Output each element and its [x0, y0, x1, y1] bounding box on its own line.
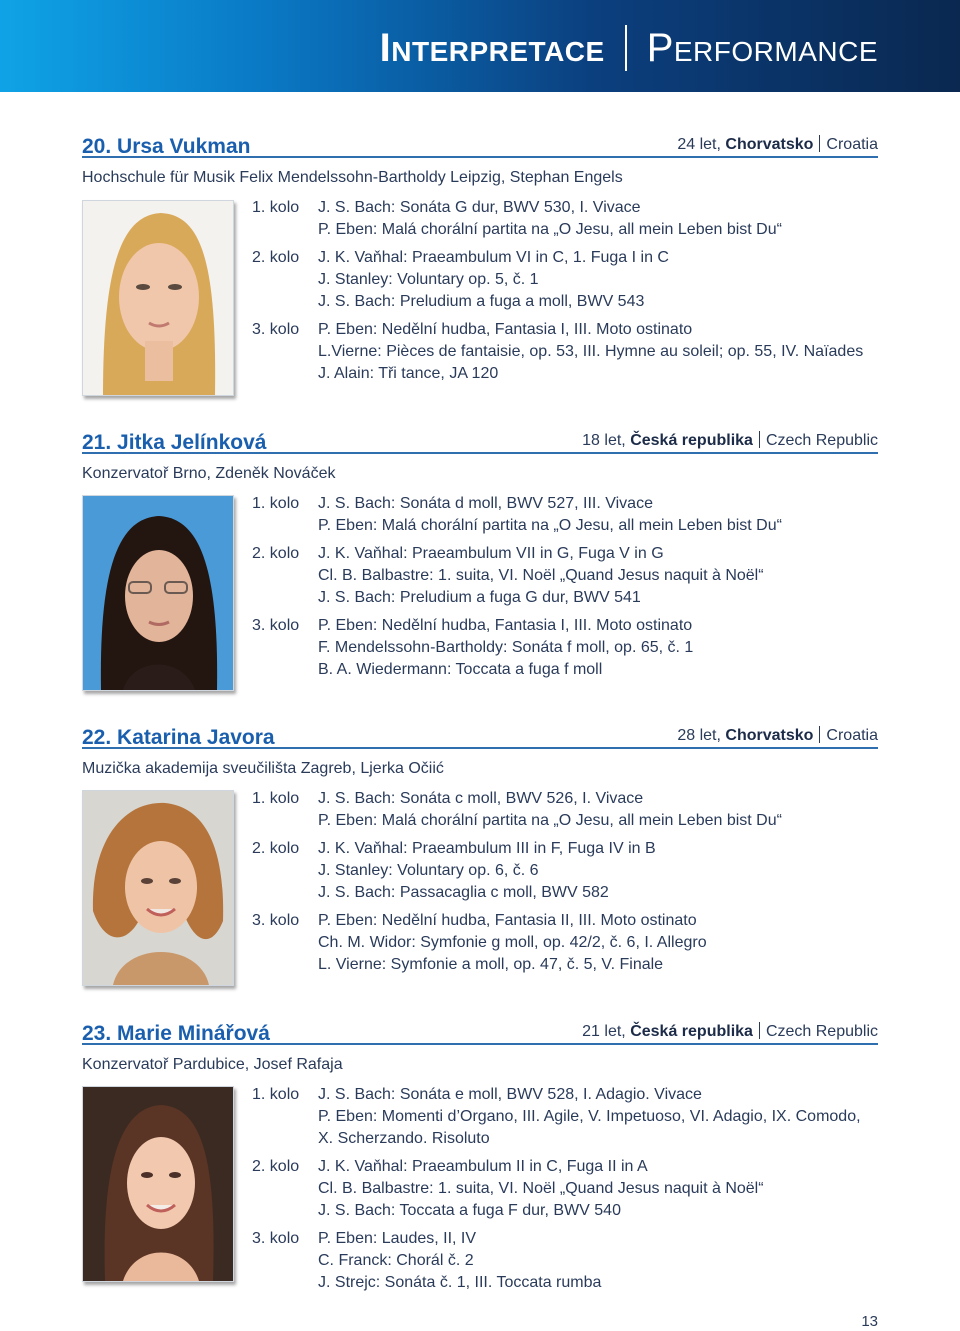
- piece: J. S. Bach: Toccata a fuga F dur, BWV 540: [318, 1202, 621, 1219]
- round-2: [252, 543, 882, 609]
- repertoire-list: [252, 788, 882, 982]
- round-1: [252, 493, 882, 537]
- round-1: [252, 788, 882, 832]
- piece: C. Franck: Chorál č. 2: [318, 1252, 474, 1269]
- competitor-school: Konzervatoř Pardubice, Josef Rafaja: [82, 1056, 343, 1073]
- meta-divider: [759, 1022, 760, 1039]
- piece: X. Scherzando. Risoluto: [318, 1130, 490, 1147]
- round-label: 2. kolo: [252, 840, 300, 857]
- competitor-entry: [82, 128, 878, 382]
- section-title: [380, 26, 878, 70]
- competitor-meta: [582, 1022, 878, 1041]
- competitor-country-en: Czech Republic: [765, 432, 878, 449]
- round-label: 2. kolo: [252, 1158, 300, 1175]
- header-banner: [0, 0, 960, 92]
- round-label: 1. kolo: [252, 495, 300, 512]
- competitor-age: 28 let,: [677, 727, 721, 744]
- round-label: 2. kolo: [252, 249, 300, 266]
- piece: P. Eben: Laudes, II, IV: [318, 1230, 477, 1247]
- competitor-name: 21. Jitka Jelínková: [82, 431, 267, 454]
- competitor-country-en: Croatia: [826, 727, 878, 744]
- piece: L.Vierne: Pièces de fantaisie, op. 53, III. Hymne au soleil; op. 55, IV. Naïades: [318, 343, 864, 360]
- competitor-country-cz: Chorvatsko: [725, 136, 814, 153]
- meta-divider: [819, 726, 820, 743]
- entry-header: [82, 1015, 878, 1045]
- piece-list: [318, 615, 882, 681]
- piece-list: [318, 319, 882, 385]
- piece: J. S. Bach: Sonáta c moll, BWV 526, I. Vivace: [318, 790, 644, 807]
- piece: J. S. Bach: Preludium a fuga G dur, BWV 541: [318, 589, 641, 606]
- section-title-cz: Interpretace: [379, 25, 605, 70]
- competitor-country-en: Czech Republic: [765, 1023, 878, 1040]
- competitor-age: 24 let,: [677, 136, 721, 153]
- piece-list: [318, 1156, 882, 1222]
- competitor-name: 23. Marie Minářová: [82, 1022, 270, 1045]
- competitor-meta: [677, 135, 878, 154]
- round-2: [252, 247, 882, 313]
- round-1: [252, 1084, 882, 1150]
- piece: Cl. B. Balbastre: 1. suita, VI. Noël „Quand Jesus naquit à Noël“: [318, 567, 764, 584]
- round-label: 1. kolo: [252, 1086, 300, 1103]
- piece-list: [318, 247, 882, 313]
- competitor-entry: [82, 424, 878, 678]
- competitor-meta: [677, 726, 878, 745]
- repertoire-list: [252, 197, 882, 391]
- piece-list: [318, 838, 882, 904]
- piece: P. Eben: Nedělní hudba, Fantasia I, III. Moto ostinato: [318, 617, 693, 634]
- portrait-image: [83, 1087, 233, 1281]
- repertoire-list: [252, 1084, 882, 1300]
- piece: P. Eben: Momenti d’Organo, III. Agile, V. Impetuoso, VI. Adagio, IX. Comodo,: [318, 1108, 861, 1125]
- piece: P. Eben: Malá chorální partita na „O Jesu, all mein Leben bist Du“: [318, 221, 782, 238]
- piece: J. Stanley: Voluntary op. 6, č. 6: [318, 862, 539, 879]
- competitor-country-cz: Česká republika: [630, 1023, 753, 1040]
- competitor-country-cz: Chorvatsko: [725, 727, 814, 744]
- repertoire-list: [252, 493, 882, 687]
- competitor-country-en: Croatia: [826, 136, 878, 153]
- piece: J. S. Bach: Sonáta G dur, BWV 530, I. Vivace: [318, 199, 641, 216]
- round-2: [252, 1156, 882, 1222]
- piece-list: [318, 788, 882, 832]
- round-label: 3. kolo: [252, 1230, 300, 1247]
- competitor-photo: [82, 1086, 234, 1282]
- round-label: 1. kolo: [252, 199, 300, 216]
- piece-list: [318, 910, 882, 976]
- piece: P. Eben: Malá chorální partita na „O Jesu, all mein Leben bist Du“: [318, 517, 782, 534]
- competitor-school: Konzervatoř Brno, Zdeněk Nováček: [82, 465, 336, 482]
- competitor-name: 20. Ursa Vukman: [82, 135, 251, 158]
- portrait-image: [83, 496, 233, 690]
- competitor-country-cz: Česká republika: [630, 432, 753, 449]
- piece-list: [318, 493, 882, 537]
- competitor-school: Muzička akademija sveučilišta Zagreb, Ljerka Očiić: [82, 760, 444, 777]
- piece: Ch. M. Widor: Symfonie g moll, op. 42/2, č. 6, I. Allegro: [318, 934, 707, 951]
- competitor-age: 18 let,: [582, 432, 626, 449]
- round-label: 2. kolo: [252, 545, 300, 562]
- entry-header: [82, 719, 878, 749]
- section-title-en: Performance: [646, 25, 878, 70]
- piece: J. S. Bach: Preludium a fuga a moll, BWV 543: [318, 293, 645, 310]
- piece-list: [318, 1228, 882, 1294]
- piece: P. Eben: Nedělní hudba, Fantasia II, III. Moto ostinato: [318, 912, 697, 929]
- piece: J. Strejc: Sonáta č. 1, III. Toccata rumba: [318, 1274, 602, 1291]
- round-3: [252, 319, 882, 385]
- piece: J. Alain: Tři tance, JA 120: [318, 365, 499, 382]
- portrait-image: [83, 791, 233, 985]
- competitor-photo: [82, 200, 234, 396]
- competitor-photo: [82, 790, 234, 986]
- page-number: 13: [861, 1313, 878, 1330]
- competitor-name: 22. Katarina Javora: [82, 726, 275, 749]
- piece: B. A. Wiedermann: Toccata a fuga f moll: [318, 661, 603, 678]
- piece: J. K. Vaňhal: Praeambulum II in C, Fuga II in A: [318, 1158, 648, 1175]
- competitor-school: Hochschule für Musik Felix Mendelssohn-Bartholdy Leipzig, Stephan Engels: [82, 169, 623, 186]
- piece: J. K. Vaňhal: Praeambulum VII in G, Fuga V in G: [318, 545, 664, 562]
- piece-list: [318, 1084, 882, 1150]
- piece: P. Eben: Malá chorální partita na „O Jesu, all mein Leben bist Du“: [318, 812, 782, 829]
- competitor-age: 21 let,: [582, 1023, 626, 1040]
- round-label: 3. kolo: [252, 321, 300, 338]
- portrait-image: [83, 201, 233, 395]
- piece-list: [318, 197, 882, 241]
- round-3: [252, 1228, 882, 1294]
- piece: J. S. Bach: Sonáta d moll, BWV 527, III. Vivace: [318, 495, 653, 512]
- round-label: 1. kolo: [252, 790, 300, 807]
- round-3: [252, 615, 882, 681]
- meta-divider: [819, 135, 820, 152]
- competitor-entry: [82, 1015, 878, 1291]
- round-label: 3. kolo: [252, 617, 300, 634]
- title-divider: [625, 25, 627, 71]
- competitor-entry: [82, 719, 878, 973]
- piece-list: [318, 543, 882, 609]
- piece: L. Vierne: Symfonie a moll, op. 47, č. 5, V. Finale: [318, 956, 664, 973]
- piece: P. Eben: Nedělní hudba, Fantasia I, III. Moto ostinato: [318, 321, 693, 338]
- competitor-meta: [582, 431, 878, 450]
- piece: Cl. B. Balbastre: 1. suita, VI. Noël „Quand Jesus naquit à Noël“: [318, 1180, 764, 1197]
- round-1: [252, 197, 882, 241]
- meta-divider: [759, 431, 760, 448]
- piece: J. S. Bach: Passacaglia c moll, BWV 582: [318, 884, 609, 901]
- piece: J. Stanley: Voluntary op. 5, č. 1: [318, 271, 539, 288]
- round-label: 3. kolo: [252, 912, 300, 929]
- entry-header: [82, 128, 878, 158]
- competitor-photo: [82, 495, 234, 691]
- piece: J. K. Vaňhal: Praeambulum III in F, Fuga IV in B: [318, 840, 656, 857]
- piece: J. S. Bach: Sonáta e moll, BWV 528, I. Adagio. Vivace: [318, 1086, 702, 1103]
- entry-header: [82, 424, 878, 454]
- round-3: [252, 910, 882, 976]
- round-2: [252, 838, 882, 904]
- piece: F. Mendelssohn-Bartholdy: Sonáta f moll, op. 65, č. 1: [318, 639, 694, 656]
- piece: J. K. Vaňhal: Praeambulum VI in C, 1. Fuga I in C: [318, 249, 669, 266]
